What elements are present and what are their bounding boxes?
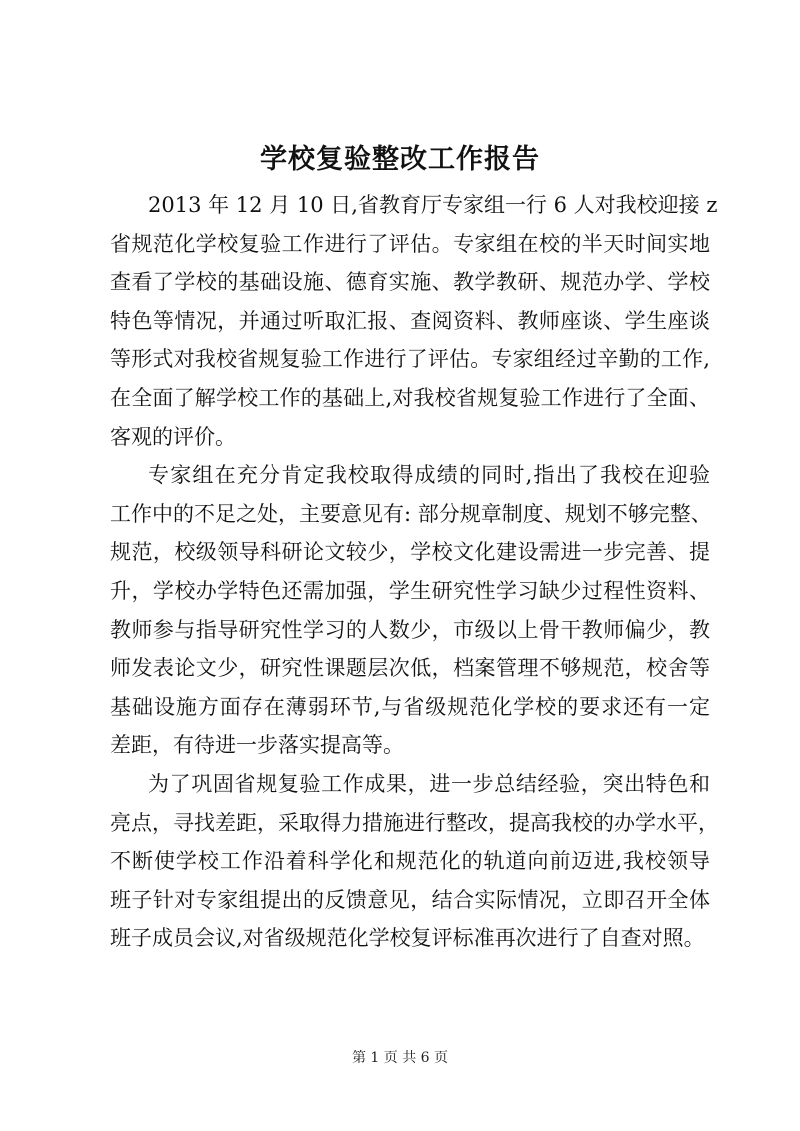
paragraph-line: 省规范化学校复验工作进行了评估。专家组在校的半天时间实地 <box>110 231 710 256</box>
paragraph-line: 班子成员会议,对省级规范化学校复评标准再次进行了自查对照。 <box>110 926 705 951</box>
paragraph-line: 升，学校办学特色还需加强，学生研究性学习缺少过程性资料、 <box>110 578 710 603</box>
paragraph-line: 等形式对我校省规复验工作进行了评估。专家组经过辛勤的工作, <box>110 347 710 372</box>
paragraph-3 <box>110 765 719 958</box>
paragraph-line: 规范，校级领导科研论文较少，学校文化建设需进一步完善、提 <box>110 540 710 565</box>
paragraph-2 <box>110 456 710 765</box>
paragraph-line: 特色等情况，并通过听取汇报、查阅资料、教师座谈、学生座谈 <box>110 308 710 333</box>
document-title: 学校复验整改工作报告 <box>260 144 540 175</box>
paragraph-line: 工作中的不足之处，主要意见有: 部分规章制度、规划不够完整、 <box>110 501 712 526</box>
paragraph-line: 差距，有待进一步落实提高等。 <box>110 733 404 758</box>
paragraph-line: 客观的评价。 <box>110 424 236 449</box>
document-body <box>110 186 719 958</box>
paragraph-line: 查看了学校的基础设施、德育实施、教学教研、规范办学、学校 <box>110 270 710 295</box>
paragraph-1 <box>110 186 718 456</box>
paragraph-line: 亮点，寻找差距，采取得力措施进行整改，提高我校的办学水平， <box>110 810 719 835</box>
paragraph-line: 在全面了解学校工作的基础上,对我校省规复验工作进行了全面、 <box>110 385 710 410</box>
paragraph-line: 不断使学校工作沿着科学化和规范化的轨道向前迈进,我校领导 <box>110 849 710 874</box>
paragraph-line: 师发表论文少，研究性课题层次低，档案管理不够规范，校舍等 <box>110 656 710 681</box>
paragraph-line: 班子针对专家组提出的反馈意见，结合实际情况，立即召开全体 <box>110 887 710 912</box>
paragraph-line: 专家组在充分肯定我校取得成绩的同时,指出了我校在迎验 <box>148 463 710 488</box>
paragraph-line: 为了巩固省规复验工作成果，进一步总结经验，突出特色和 <box>148 771 710 796</box>
paragraph-line: 教师参与指导研究性学习的人数少，市级以上骨干教师偏少，教 <box>110 617 710 642</box>
page-number: 第 1 页 共 6 页 <box>351 1050 449 1066</box>
paragraph-line: 2013 年 12 月 10 日,省教育厅专家组一行 6 人对我校迎接 z <box>148 193 718 217</box>
paragraph-line: 基础设施方面存在薄弱环节,与省级规范化学校的要求还有一定 <box>110 694 710 719</box>
